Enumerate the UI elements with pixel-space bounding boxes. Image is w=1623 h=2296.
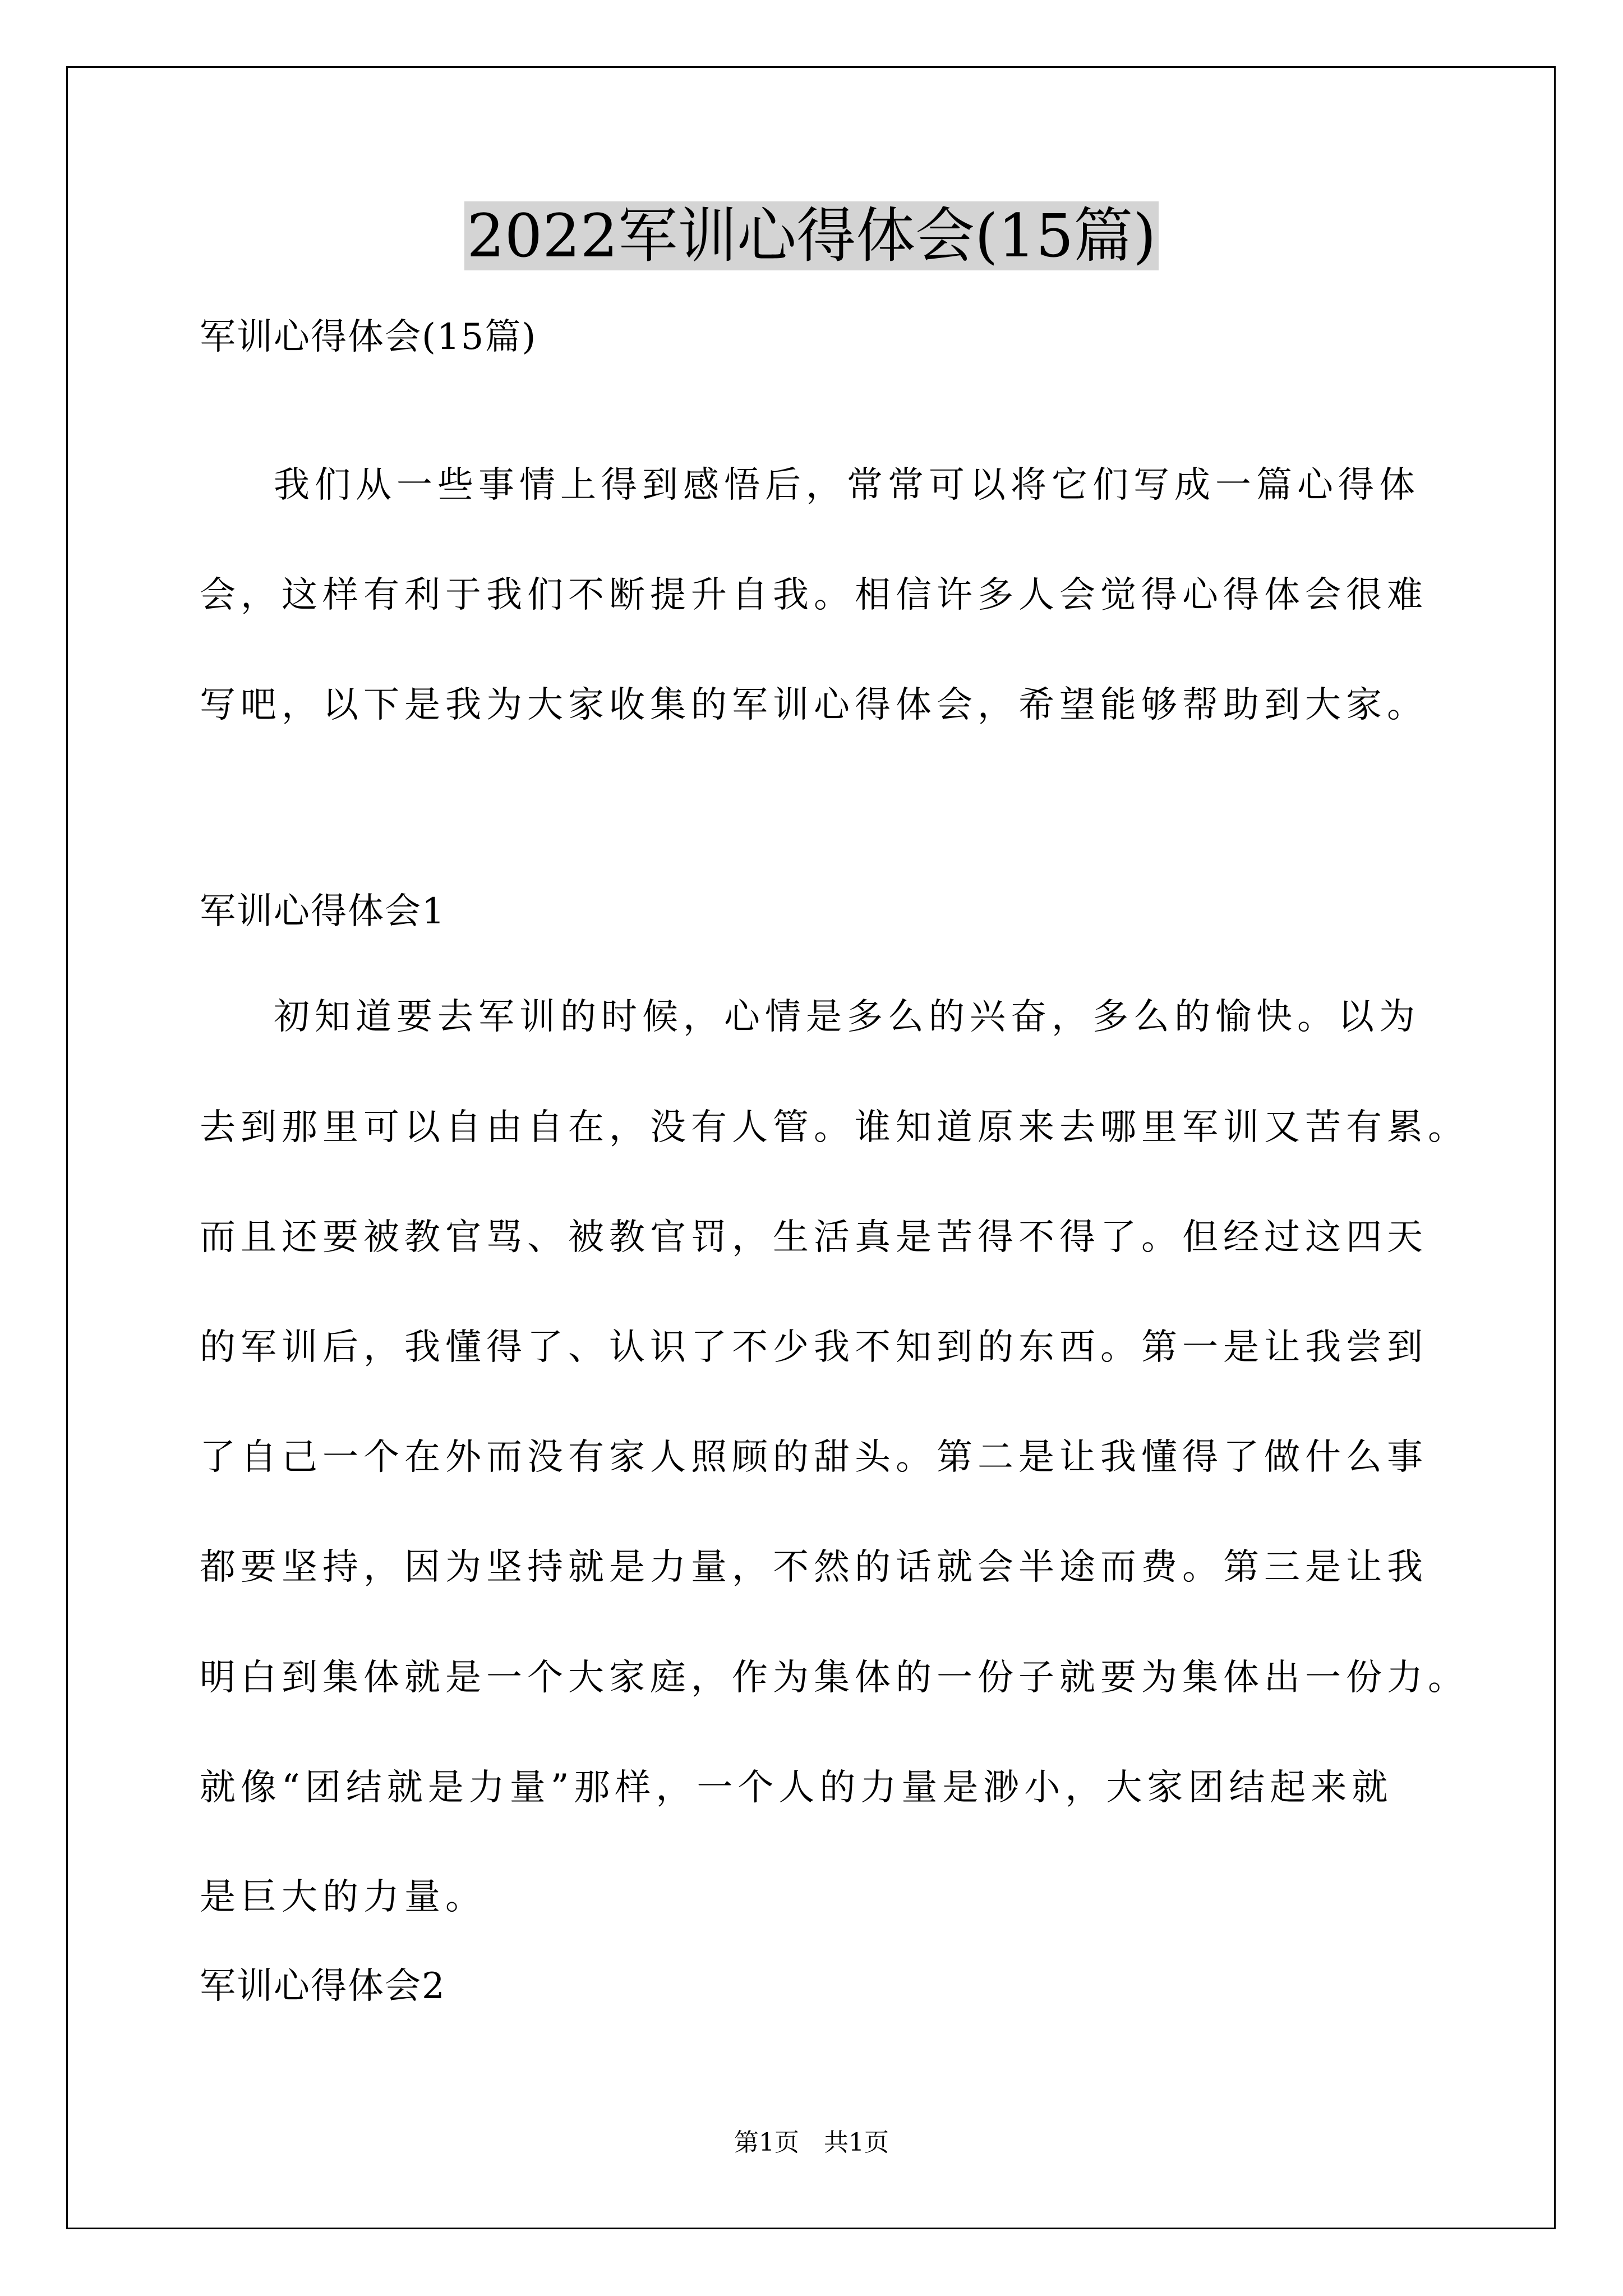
section-heading-1: 军训心得体会1: [200, 891, 446, 932]
document-title-text: 2022军训心得体会(15篇): [464, 201, 1158, 270]
section1-line-4: 的军训后，我懂得了、认识了不少我不知到的东西。第一是让我尝到: [200, 1327, 1428, 1368]
section1-line-5: 了自己一个在外而没有家人照顾的甜头。第二是让我懂得了做什么事: [200, 1437, 1428, 1478]
page-footer: 第1页 共1页: [734, 2128, 889, 2157]
section1-line-3: 而且还要被教官骂、被教官罚，生活真是苦得不得了。但经过这四天: [200, 1217, 1428, 1258]
section1-line-8: 就像“团结就是力量”那样，一个人的力量是渺小，大家团结起来就: [200, 1767, 1393, 1809]
section1-line-9: 是巨大的力量。: [200, 1876, 486, 1918]
intro-line-3: 写吧，以下是我为大家收集的军训心得体会，希望能够帮助到大家。: [200, 684, 1428, 726]
section1-line-1: 初知道要去军训的时候，心情是多么的兴奋，多么的愉快。以为: [274, 996, 1420, 1038]
intro-line-2: 会，这样有利于我们不断提升自我。相信许多人会觉得心得体会很难: [200, 574, 1428, 616]
document-subtitle: 军训心得体会(15篇): [200, 316, 537, 358]
section1-line-6: 都要坚持，因为坚持就是力量，不然的话就会半途而费。第三是让我: [200, 1547, 1428, 1588]
section1-line-2: 去到那里可以自由自在，没有人管。谁知道原来去哪里军训又苦有累。: [200, 1107, 1469, 1148]
intro-line-1: 我们从一些事情上得到感悟后，常常可以将它们写成一篇心得体: [274, 464, 1420, 506]
document-title: [0, 195, 1623, 277]
section1-line-7: 明白到集体就是一个大家庭，作为集体的一份子就要为集体出一份力。: [200, 1657, 1469, 1699]
section-heading-2: 军训心得体会2: [200, 1966, 446, 2007]
